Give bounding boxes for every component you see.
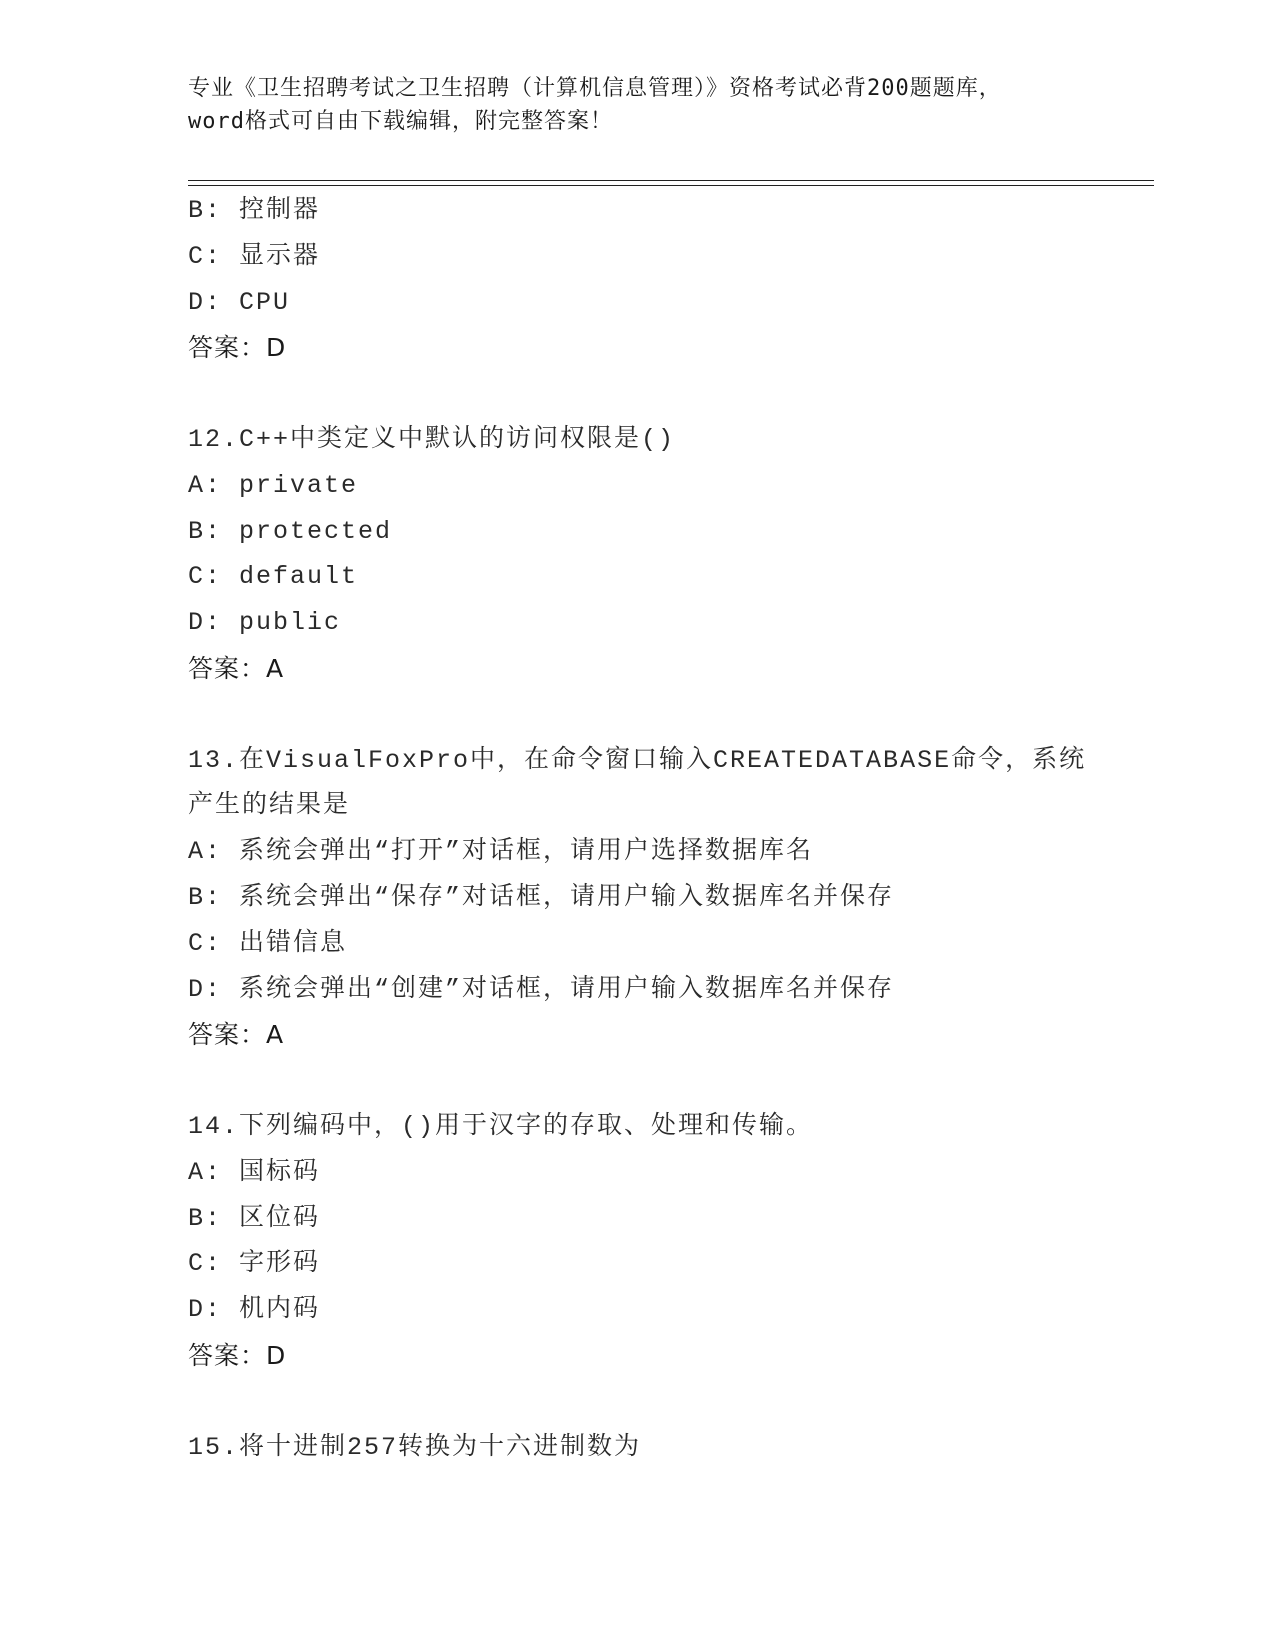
question-text: 12.C++中类定义中默认的访问权限是() — [188, 424, 676, 454]
question-spacer — [188, 692, 1138, 738]
option-c: C: 出错信息 — [188, 928, 348, 958]
question-13 — [188, 738, 1138, 1059]
option-c: C: default — [188, 562, 359, 592]
header-divider-bottom — [188, 185, 1154, 186]
header-title-line-1: 专业《卫生招聘考试之卫生招聘（计算机信息管理）》资格考试必背200题题库， — [188, 76, 1002, 101]
question-15 — [188, 1425, 1138, 1471]
option-b: B: 区位码 — [188, 1203, 321, 1233]
option-a: A: private — [188, 470, 359, 500]
header-title-line-2: word格式可自由下载编辑，附完整答案！ — [188, 109, 613, 134]
option-b: B: protected — [188, 516, 393, 546]
question-14 — [188, 1104, 1138, 1379]
header-divider-top — [188, 180, 1154, 181]
option-d: D: public — [188, 608, 342, 638]
answer-label: 答案：D — [188, 1340, 287, 1370]
option-a: A: 国标码 — [188, 1157, 321, 1187]
question-spacer — [188, 371, 1138, 417]
option-b: B: 系统会弹出“保存”对话框，请用户输入数据库名并保存 — [188, 882, 895, 912]
question-spacer — [188, 1058, 1138, 1104]
option-c: C: 显示器 — [188, 241, 321, 271]
option-c: C: 字形码 — [188, 1249, 321, 1279]
question-12 — [188, 417, 1138, 692]
document-header — [188, 72, 1088, 138]
answer-label: 答案：D — [188, 333, 287, 363]
answer-label: 答案：A — [188, 653, 285, 683]
question-continued — [188, 188, 1138, 371]
question-text-line-1: 13.在VisualFoxPro中，在命令窗口输入CREATEDATABASE命令，系统 — [188, 745, 1087, 775]
option-d: D: 机内码 — [188, 1295, 321, 1325]
answer-label: 答案：A — [188, 1020, 285, 1050]
question-text: 15.将十进制257转换为十六进制数为 — [188, 1432, 642, 1462]
option-b: B: 控制器 — [188, 196, 321, 225]
question-text: 14.下列编码中，()用于汉字的存取、处理和传输。 — [188, 1111, 814, 1141]
question-text-line-2: 产生的结果是 — [188, 791, 351, 821]
question-spacer — [188, 1379, 1138, 1425]
option-a: A: 系统会弹出“打开”对话框，请用户选择数据库名 — [188, 837, 814, 867]
option-d: D: 系统会弹出“创建”对话框，请用户输入数据库名并保存 — [188, 974, 895, 1004]
question-content — [188, 188, 1138, 1470]
option-d: D: CPU — [188, 287, 291, 317]
